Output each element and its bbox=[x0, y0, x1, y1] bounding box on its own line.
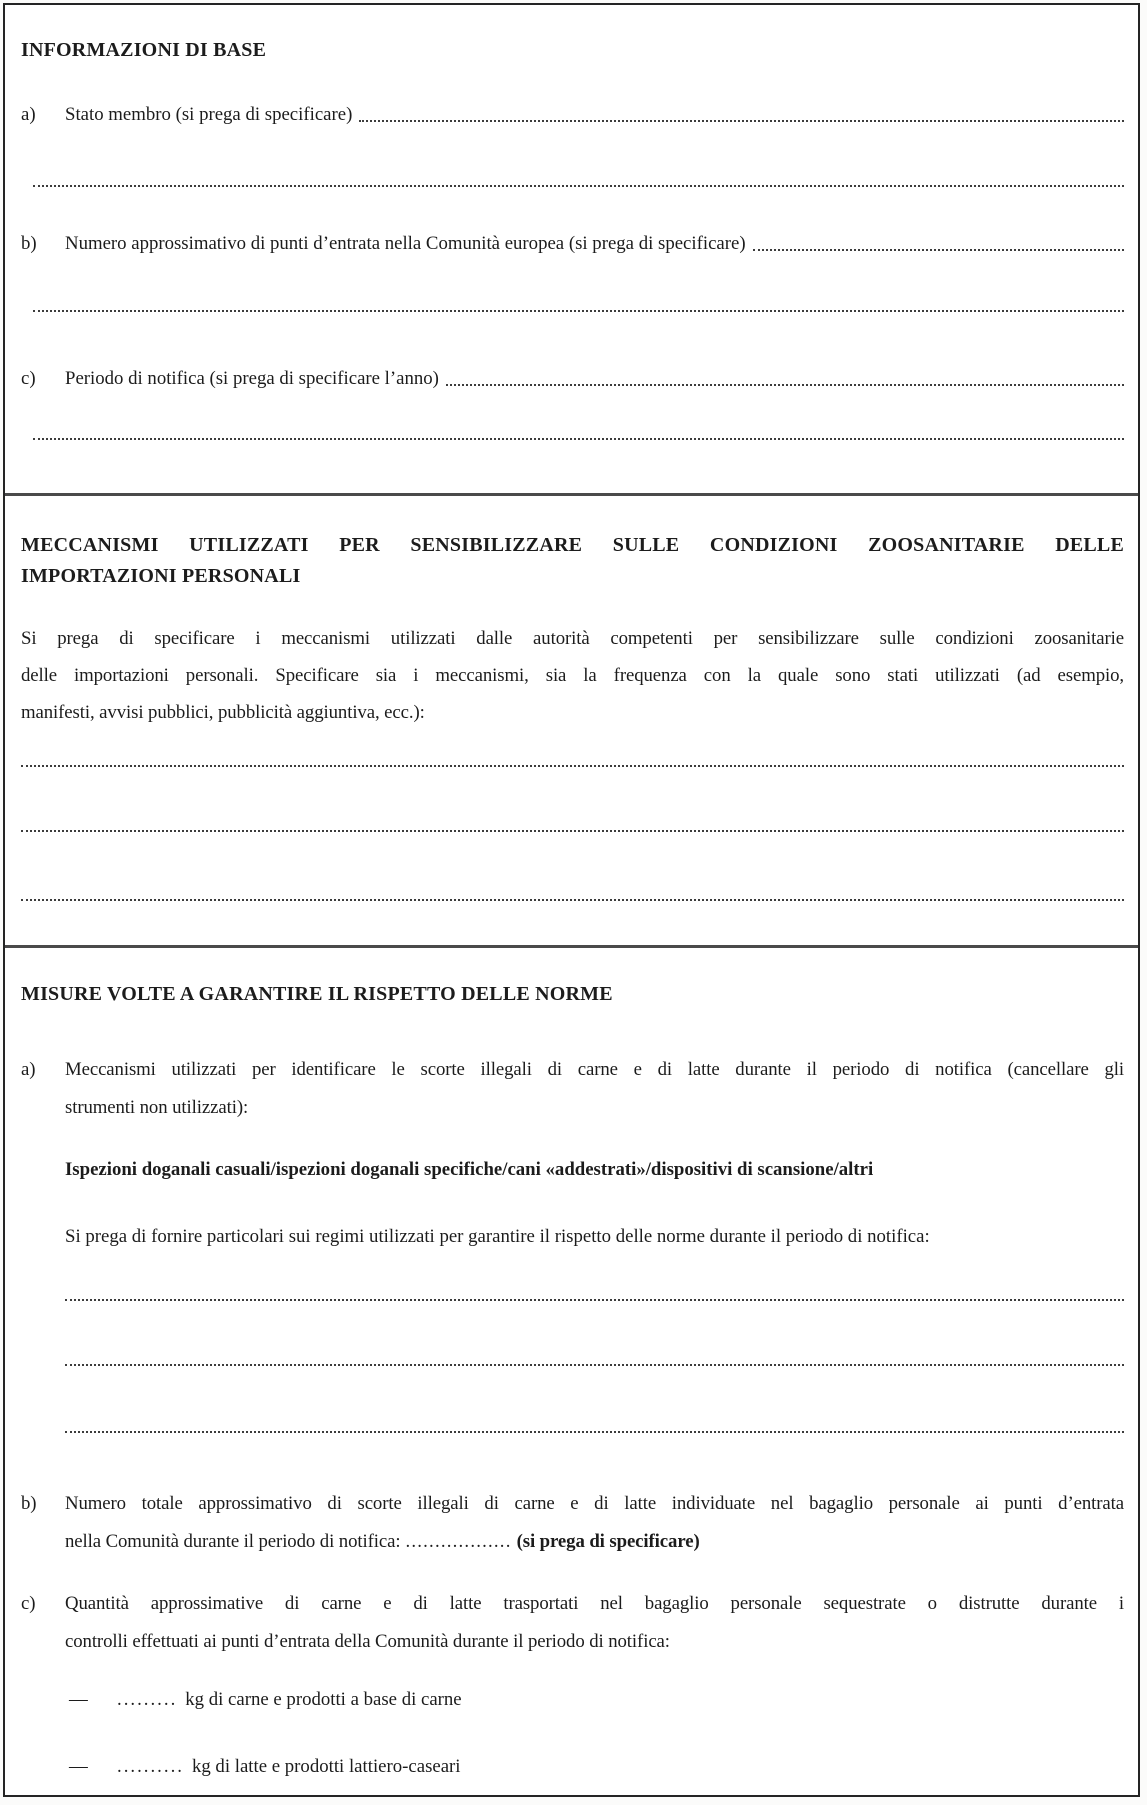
fill-dots: ......... bbox=[117, 1689, 178, 1710]
item-text: Stato membro (si prega di specificare) bbox=[65, 104, 353, 125]
answer-line bbox=[33, 310, 1124, 312]
answer-line bbox=[65, 1299, 1124, 1301]
form-item-c bbox=[21, 1585, 1124, 1661]
fill-dots: .......... bbox=[117, 1756, 184, 1777]
item-text-line: Quantità approssimative di carne e di latte trasportati nel bagaglio personale sequestrate o distrutte durante i bbox=[65, 1593, 1124, 1614]
item-label: b) bbox=[21, 233, 37, 254]
em-dash: — bbox=[69, 1756, 88, 1777]
answer-line bbox=[33, 185, 1124, 187]
em-dash: — bbox=[69, 1689, 88, 1710]
awareness-heading-line-1: MECCANISMI UTILIZZATI PER SENSIBILIZZARE SULLE CONDIZIONI ZOOSANITARIE DELLE bbox=[21, 534, 1124, 556]
item-text-line: Numero totale approssimativo di scorte illegali di carne e di latte individuate nel bagaglio personale ai punti d’entrata bbox=[65, 1493, 1124, 1514]
answer-line bbox=[65, 1431, 1124, 1433]
item-text-line: strumenti non utilizzati): bbox=[65, 1097, 249, 1118]
answer-line bbox=[21, 899, 1124, 901]
compliance-note: Si prega di fornire particolari sui regimi utilizzati per garantire il rispetto delle norme durante il periodo di notifica: bbox=[65, 1226, 930, 1247]
item-text-line: controlli effettuati ai punti d’entrata della Comunità durante il periodo di notifica: bbox=[65, 1631, 670, 1652]
item-label: c) bbox=[21, 368, 36, 389]
awareness-heading-line-2: IMPORTAZIONI PERSONALI bbox=[21, 565, 301, 587]
answer-line bbox=[21, 830, 1124, 832]
item-text-line bbox=[65, 1523, 1124, 1561]
answer-line bbox=[33, 438, 1124, 440]
paragraph-line: Si prega di specificare i meccanismi utilizzati dalle autorità competenti per sensibilizzare sulle condizioni zoosanitarie bbox=[21, 628, 1124, 649]
section-basic-info bbox=[5, 5, 1138, 493]
entry-text: kg di latte e prodotti lattiero-caseari bbox=[191, 1756, 461, 1777]
item-label: a) bbox=[21, 1059, 36, 1080]
item-label: c) bbox=[21, 1593, 36, 1614]
fill-dots: .................. bbox=[405, 1531, 512, 1552]
answer-fill bbox=[753, 249, 1124, 251]
answer-line bbox=[65, 1364, 1124, 1366]
specify-bold-suffix: (si prega di specificare) bbox=[516, 1531, 700, 1552]
awareness-paragraph bbox=[21, 620, 1124, 731]
section-awareness-mechanisms bbox=[5, 496, 1138, 945]
answer-line bbox=[21, 765, 1124, 767]
quantity-entry-meat bbox=[21, 1688, 1124, 1712]
item-text: Periodo di notifica (si prega di specificare l’anno) bbox=[65, 368, 439, 389]
form-page bbox=[3, 3, 1140, 1797]
item-text: Numero approssimativo di punti d’entrata nella Comunità europea (si prega di specificare) bbox=[65, 233, 746, 254]
paragraph-line: manifesti, avvisi pubblici, pubblicità aggiuntiva, ecc.): bbox=[21, 702, 425, 723]
basic-info-heading: INFORMAZIONI DI BASE bbox=[21, 39, 267, 61]
entry-text: kg di carne e prodotti a base di carne bbox=[185, 1689, 462, 1710]
answer-fill bbox=[446, 384, 1124, 386]
compliance-heading: MISURE VOLTE A GARANTIRE IL RISPETTO DELLE NORME bbox=[21, 983, 613, 1005]
item-text-line: Meccanismi utilizzati per identificare le scorte illegali di carne e di latte durante il periodo di notifica (cancellare gli bbox=[65, 1059, 1124, 1080]
section-compliance-measures bbox=[5, 948, 1138, 1795]
quantity-entry-milk bbox=[21, 1755, 1124, 1779]
form-item-b bbox=[21, 1485, 1124, 1561]
item-label: a) bbox=[21, 104, 36, 125]
item-label: b) bbox=[21, 1493, 37, 1514]
form-item-a bbox=[21, 1051, 1124, 1127]
awareness-heading bbox=[21, 530, 1124, 592]
form-item-b bbox=[21, 232, 1124, 255]
form-item-a bbox=[21, 103, 1124, 126]
form-item-c bbox=[21, 367, 1124, 390]
item-text: nella Comunità durante il periodo di notifica: bbox=[65, 1531, 401, 1552]
inspection-options-line: Ispezioni doganali casuali/ispezioni doganali specifiche/cani «addestrati»/dispositivi di scansione/altri bbox=[65, 1159, 874, 1180]
answer-fill bbox=[359, 120, 1124, 122]
paragraph-line: delle importazioni personali. Specificare sia i meccanismi, sia la frequenza con la quale sono stati utilizzati (ad esempio, bbox=[21, 665, 1124, 686]
